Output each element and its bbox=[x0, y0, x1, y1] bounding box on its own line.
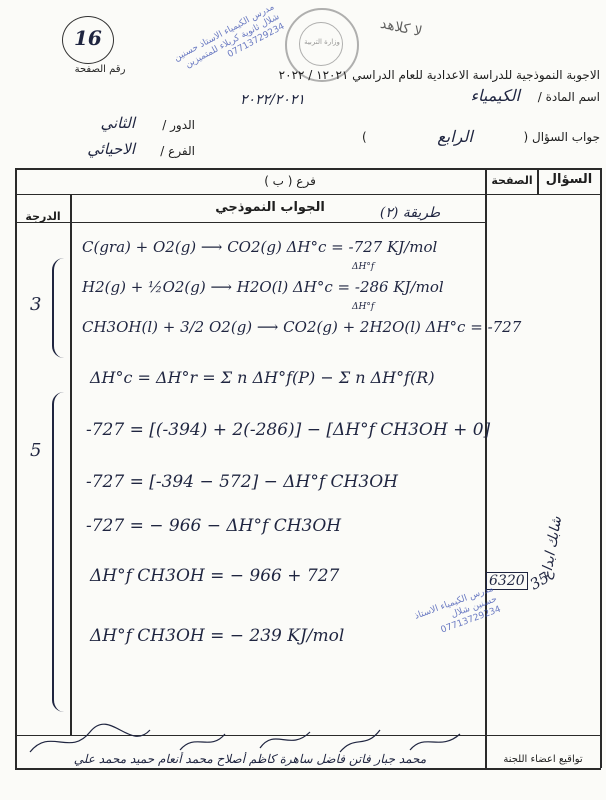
table-border-left bbox=[15, 168, 17, 768]
top-right-heading: لا كلاهد bbox=[378, 15, 424, 41]
column-header-grade: الدرجة bbox=[25, 210, 61, 223]
table-border-right bbox=[600, 168, 602, 768]
column-divider-grade bbox=[70, 195, 72, 735]
header-row-divider-1 bbox=[15, 194, 601, 195]
answer-question-close: ) bbox=[362, 130, 367, 144]
grade-bracket-2 bbox=[52, 392, 68, 712]
answer-question-label: جواب السؤال ( bbox=[523, 130, 600, 144]
column-divider-answer bbox=[485, 168, 487, 768]
equation-3: CH3OH(l) + 3/2 O2(g) ⟶ CO2(g) + 2H2O(l) ΔH°c = -727 bbox=[82, 318, 522, 336]
column-header-question: السؤال bbox=[545, 172, 593, 187]
equation-1-sub: ΔH°f bbox=[352, 262, 375, 272]
equation-4: ΔH°c = ΔH°r = Σ n ΔH°f(P) − Σ n ΔH°f(R) bbox=[90, 368, 435, 387]
equation-7: -727 = − 966 − ΔH°f CH3OH bbox=[86, 516, 342, 536]
committee-signatures: محمد جبار فاتن فاضل ساهرة كاظم أصلاح محمد أنعام حميد محمد علي bbox=[73, 752, 427, 766]
answer-question-value: الرابع bbox=[437, 127, 473, 146]
header-row-divider-2 bbox=[15, 222, 485, 223]
column-header-answer: الجواب النموذجي bbox=[215, 200, 325, 215]
grade-2: 5 bbox=[30, 440, 42, 461]
signatures-label: تواقيع اعضاء اللجنة bbox=[503, 754, 583, 765]
side-note: شابك ابداع bbox=[538, 515, 566, 581]
document-title: الاجوبة النموذجية للدراسة الاعدادية للعام الدراسي ١٢٠٢١ / ٢٠٢٢ bbox=[278, 68, 600, 82]
table-border-bottom bbox=[15, 768, 601, 770]
column-divider-page bbox=[537, 168, 539, 194]
page-number: 16 bbox=[74, 26, 102, 50]
column-header-page: الصفحة bbox=[491, 174, 533, 187]
equation-6: -727 = [-394 − 572] − ΔH°f CH3OH bbox=[86, 472, 398, 492]
equation-2-sub: ΔH°f bbox=[352, 302, 375, 312]
equation-1: C(gra) + O2(g) ⟶ CO2(g) ΔH°c = -727 KJ/mol bbox=[82, 238, 438, 256]
signature-scribbles bbox=[20, 722, 480, 762]
equation-5: -727 = [(-394) + 2(-286)] − [ΔH°f CH3OH + 0] bbox=[86, 420, 491, 440]
grade-bracket-1 bbox=[52, 258, 68, 358]
side-number: 35 bbox=[526, 568, 553, 594]
teacher-stamp-top: مدرس الكيمياء الاستاذ حسنين شلال ثانوية كربلاء للمتميزين 07713729234 bbox=[172, 2, 287, 71]
subject-value: الكيمياء bbox=[470, 86, 520, 105]
grade-1: 3 bbox=[30, 294, 42, 315]
equation-8: ΔH°f CH3OH = − 966 + 727 bbox=[90, 566, 340, 586]
round-label: الدور / bbox=[162, 118, 195, 132]
equation-2: H2(g) + ½O2(g) ⟶ H2O(l) ΔH°c = -286 KJ/mol bbox=[82, 278, 444, 296]
branch-value: الاحيائي bbox=[87, 140, 135, 158]
seal-text: وزارة التربية bbox=[304, 38, 340, 46]
method-note: طريقة (٢) bbox=[379, 205, 441, 221]
round-value: الثاني bbox=[100, 114, 135, 132]
teacher-stamp-mid: مدرس الكيمياء الاستاذ حسنين شلال 07713729234 bbox=[413, 583, 503, 636]
table-border-top bbox=[15, 168, 601, 170]
equation-9: ΔH°f CH3OH = − 239 KJ/mol bbox=[90, 626, 345, 646]
score-note: 6320 bbox=[486, 572, 528, 590]
year-handwritten: ٢٠٢٢/٢٠٢١ bbox=[240, 92, 305, 108]
page-number-label: رقم الصفحة bbox=[74, 64, 126, 75]
branch-part: فرع ( ب ) bbox=[264, 174, 316, 188]
branch-label: الفرع / bbox=[160, 144, 195, 158]
subject-label: اسم المادة / bbox=[537, 90, 600, 104]
